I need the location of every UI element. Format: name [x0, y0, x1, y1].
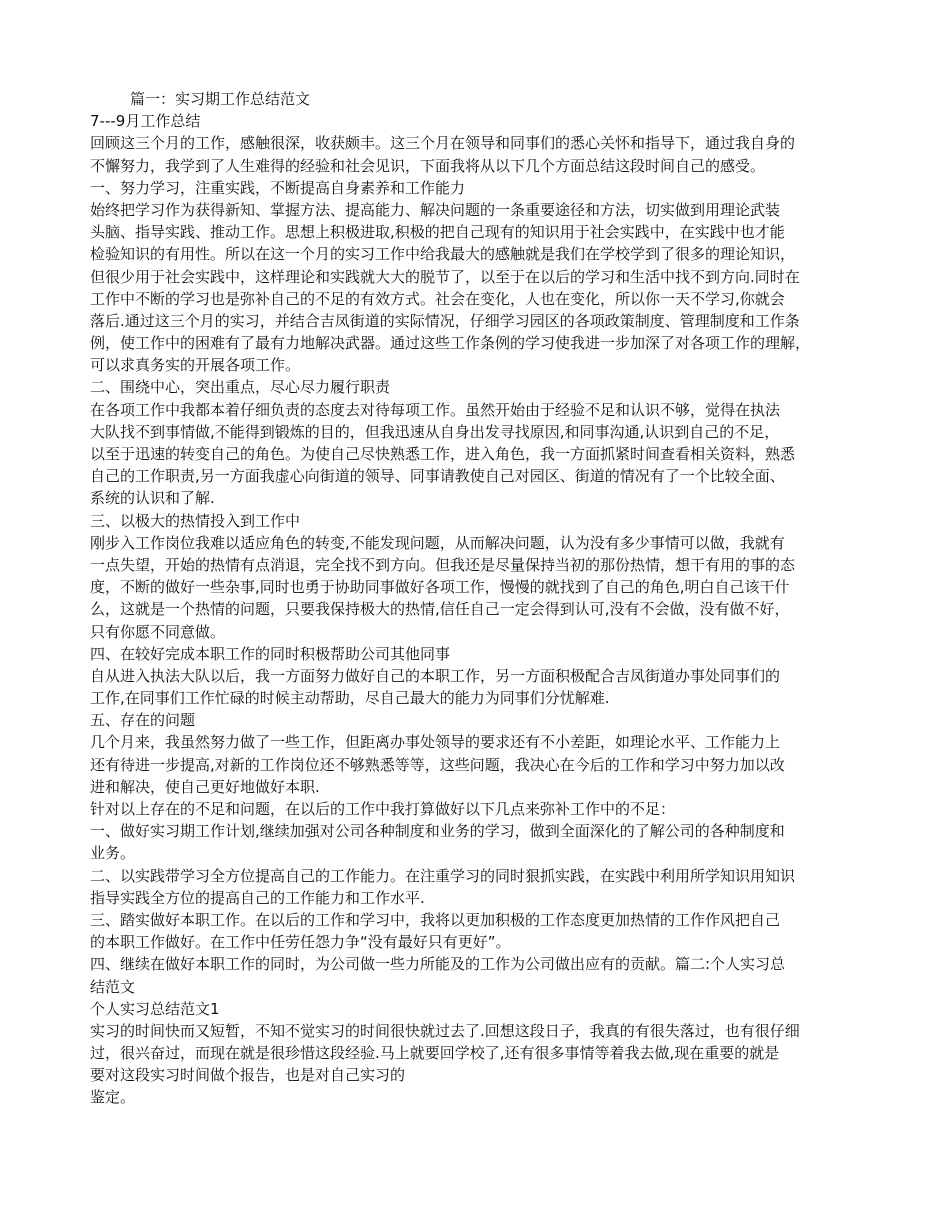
text-line: 始终把学习作为获得新知、掌握方法、提高能力、解决问题的一条重要途径和方法，切实做到用理论武装: [90, 200, 781, 219]
text-line: 回顾这三个月的工作，感触很深，收获颇丰。这三个月在领导和同事们的悉心关怀和指导下，通过我自身的: [90, 134, 796, 153]
text-line: 结范文: [90, 977, 136, 996]
text-line: 么，这就是一个热情的问题，只要我保持极大的热情,信任自己一定会得到认可,没有不会做，没有做不好，: [90, 600, 790, 619]
text-line: 头脑、指导实践、推动工作。思想上积极进取,积极的把自己现有的知识用于社会实践中，在实践中也才能: [90, 223, 785, 242]
text-line: 例，使工作中的困难有了最有力地解决武器。通过这些工作条例的学习使我进一步加深了对各项工作的理解，: [90, 334, 811, 353]
text-line: 只有你愿不同意做。: [90, 622, 226, 641]
text-line: 工作,在同事们工作忙碌的时候主动帮助，尽自己最大的能力为同事们分忧解难.: [90, 689, 610, 708]
text-line: 自己的工作职责,另一方面我虚心向街道的领导、同事请教使自己对园区、街道的情况有了一个比较全面、: [90, 467, 785, 486]
section-heading: 个人实习总结范文1: [90, 999, 220, 1018]
text-line: 度，不断的做好一些杂事,同时也勇于协助同事做好各项工作，慢慢的就找到了自己的角色,明白自己该干什: [90, 578, 790, 597]
text-line: 针对以上存在的不足和问题，在以后的工作中我打算做好以下几点来弥补工作中的不足：: [90, 800, 676, 818]
subsection-heading: 一、努力学习，注重实践，不断提高自身素养和工作能力: [90, 178, 466, 197]
text-line: 可以求真务实的开展各项工作。: [90, 356, 301, 375]
text-line: 一点失望，开始的热情有点消退，完全找不到方向。但我还是尽量保持当初的那份热情，想干有用的事的态: [90, 555, 796, 574]
text-line: 一、做好实习期工作计划,继续加强对公司各种制度和业务的学习，做到全面深化的了解公司的各种制度和: [90, 822, 785, 841]
text-line: 三、踏实做好本职工作。在以后的工作和学习中，我将以更加积极的工作态度更加热情的工作作风把自己: [90, 910, 781, 929]
text-line: 不懈努力，我学到了人生难得的经验和社会见识，下面我将从以下几个方面总结这段时间自己的感受。: [90, 156, 766, 175]
text-line: 二、以实践带学习全方位提高自己的工作能力。在注重学习的同时狠抓实践，在实践中利用所学知识用知识: [90, 866, 796, 885]
text-line: 指导实践全方位的提高自己的工作能力和工作水平.: [90, 888, 425, 907]
subsection-heading: 二、围绕中心，突出重点，尽心尽力履行职责: [90, 378, 391, 397]
subsection-heading: 五、存在的问题: [90, 711, 196, 730]
section-heading: 7---9月工作总结: [90, 112, 201, 131]
subsection-heading: 三、以极大的热情投入到工作中: [90, 511, 301, 530]
text-line: 自从进入执法大队以后，我一方面努力做好自己的本职工作，另一方面积极配合吉凤街道办事处同事们的: [90, 666, 781, 685]
text-line: 的本职工作做好。在工作中任劳任怨力争“没有最好只有更好”。: [90, 933, 511, 952]
text-line: 几个月来，我虽然努力做了一些工作，但距离办事处领导的要求还有不小差距，如理论水平、工作能力上: [90, 733, 781, 752]
subsection-heading: 四、在较好完成本职工作的同时积极帮助公司其他同事: [90, 644, 451, 663]
text-line: 落后.通过这三个月的实习，并结合吉凤街道的实际情况，仔细学习园区的各项政策制度、管理制度和工作条: [90, 311, 800, 330]
text-line: 系统的认识和了解.: [90, 489, 215, 508]
text-line: 业务。: [90, 844, 136, 863]
text-line: 要对这段实习时间做个报告，也是对自己实习的: [90, 1066, 406, 1085]
text-line: 但很少用于社会实践中，这样理论和实践就大大的脱节了，以至于在以后的学习和生活中找不到方向.同时在: [90, 267, 800, 286]
document-title: 篇一：实习期工作总结范文: [130, 90, 311, 108]
text-line: 以至于迅速的转变自己的角色。为使自己尽快熟悉工作，进入角色，我一方面抓紧时间查看相关资料，熟悉: [90, 445, 796, 463]
text-line: 实习的时间快而又短暂，不知不觉实习的时间很快就过去了.回想这段日子，我真的有很失落过，也有很仔细: [90, 1021, 800, 1040]
text-line: 检验知识的有用性。所以在这一个月的实习工作中给我最大的感触就是我们在学校学到了很多的理论知识，: [90, 245, 796, 264]
text-line: 刚步入工作岗位我难以适应角色的转变,不能发现问题，从而解决问题，认为没有多少事情可以做，我就有: [90, 533, 785, 552]
text-line: 工作中不断的学习也是弥补自己的不足的有效方式。社会在变化，人也在变化，所以你一天不学习,你就会: [90, 289, 785, 308]
text-line: 进和解决，使自己更好地做好本职.: [90, 777, 320, 796]
text-line: 鉴定。: [90, 1088, 136, 1107]
text-line: 过，很兴奋过，而现在就是很珍惜这段经验.马上就要回学校了,还有很多事情等着我去做,现在重要的就是: [90, 1044, 780, 1063]
text-line: 在各项工作中我都本着仔细负责的态度去对待每项工作。虽然开始由于经验不足和认识不够，觉得在执法: [90, 400, 781, 419]
text-line: 四、继续在做好本职工作的同时，为公司做一些力所能及的工作为公司做出应有的贡献。篇二:个人实习总: [90, 955, 786, 974]
text-line: 还有待进一步提高,对新的工作岗位还不够熟悉等等，这些问题，我决心在今后的工作和学习中努力加以改: [90, 755, 785, 774]
text-line: 大队找不到事情做,不能得到锻炼的目的，但我迅速从自身出发寻找原因,和同事沟通,认识到自己的不足，: [90, 422, 780, 441]
